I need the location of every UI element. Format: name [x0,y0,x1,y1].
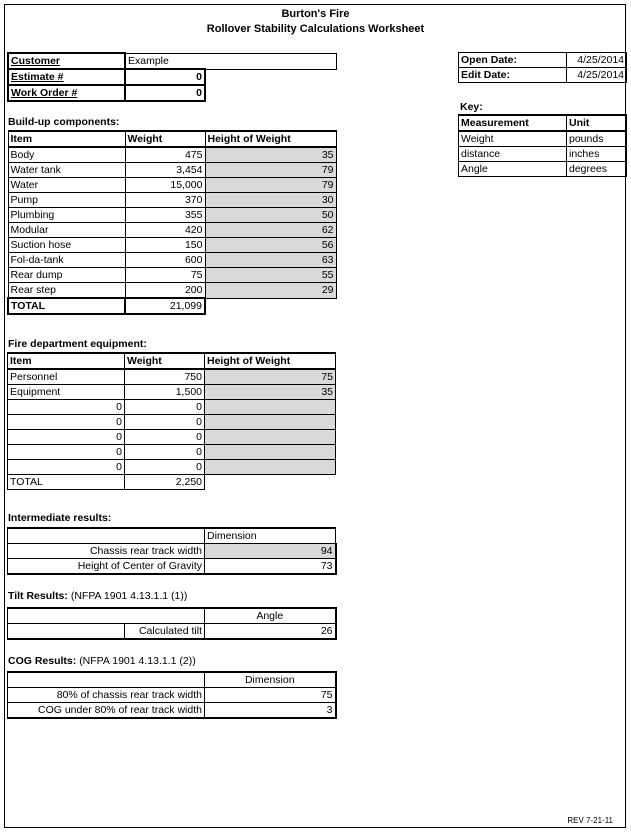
weight-cell[interactable]: 600 [125,253,205,268]
equipment-total-value: 2,250 [125,475,205,490]
weight-cell[interactable]: 1,500 [125,385,205,400]
worksheet-title: Rollover Stability Calculations Worksheet [206,23,425,35]
height-cell[interactable] [205,400,336,415]
table-row [8,430,336,445]
edit-date-label: Edit Date: [459,68,567,83]
item-cell[interactable]: 0 [8,445,125,460]
height-cell[interactable]: 50 [205,208,336,223]
key-measurement: Weight [459,131,567,147]
item-cell[interactable]: Water [8,178,125,193]
tilt-title [8,590,187,602]
height-cell[interactable]: 79 [205,178,336,193]
table-row [8,193,336,208]
key-col-unit: Unit [567,115,627,131]
edit-date-value[interactable]: 4/25/2014 [567,68,627,83]
height-cell[interactable] [205,415,336,430]
height-cell[interactable]: 56 [205,238,336,253]
table-row [8,415,336,430]
estimate-value[interactable]: 0 [125,69,205,85]
open-date-value[interactable]: 4/25/2014 [567,53,627,68]
table-row [8,178,336,193]
item-cell[interactable]: Equipment [8,385,125,400]
height-cell[interactable]: 63 [205,253,336,268]
cog-title [8,655,196,667]
customer-value[interactable]: Example [125,53,336,69]
customer-info-table [7,52,337,102]
weight-cell[interactable]: 370 [125,193,205,208]
item-cell[interactable]: Modular [8,223,125,238]
key-title: Key: [460,101,483,113]
weight-cell[interactable]: 150 [125,238,205,253]
item-cell[interactable]: Suction hose [8,238,125,253]
workorder-label: Work Order # [8,85,125,101]
open-date-label: Open Date: [459,53,567,68]
height-cell[interactable] [205,445,336,460]
item-cell[interactable]: Rear dump [8,268,125,283]
height-cell[interactable]: 29 [205,283,336,299]
height-cell[interactable]: 79 [205,163,336,178]
result-value: 73 [205,559,336,575]
table-row [8,703,336,719]
table-row [8,253,336,268]
estimate-label: Estimate # [8,69,125,85]
result-value[interactable]: 94 [205,544,336,559]
result-label: Chassis rear track width [8,544,205,559]
tilt-title-text: Tilt Results: [8,590,68,602]
result-label: 80% of chassis rear track width [8,688,205,703]
item-cell[interactable]: Body [8,147,125,163]
tilt-label: Calculated tilt [125,624,205,640]
table-row [459,131,627,147]
equipment-title: Fire department equipment: [8,338,147,350]
height-cell[interactable]: 62 [205,223,336,238]
key-unit: degrees [567,162,627,177]
height-cell[interactable] [205,460,336,475]
equipment-table [7,352,336,490]
buildup-total-label: TOTAL [8,298,125,314]
intermediate-table [7,527,337,575]
equipment-total-label: TOTAL [8,475,125,490]
item-cell[interactable]: Fol-da-tank [8,253,125,268]
table-row [8,385,336,400]
weight-cell[interactable]: 3,454 [125,163,205,178]
item-cell[interactable]: Rear step [8,283,125,299]
tilt-col-angle: Angle [205,608,336,624]
customer-label: Customer [8,53,125,69]
table-row [8,238,336,253]
table-row [459,162,627,177]
key-measurement: distance [459,147,567,162]
cog-title-text: COG Results: [8,655,77,667]
item-cell[interactable]: 0 [8,400,125,415]
tilt-ref: (NFPA 1901 4.13.1.1 (1)) [70,590,188,602]
equipment-col-item: Item [8,353,125,369]
table-row [8,688,336,703]
cog-col-dimension: Dimension [205,672,336,688]
item-cell[interactable]: Personnel [8,369,125,385]
buildup-col-item: Item [8,131,125,147]
key-unit: pounds [567,131,627,147]
equipment-col-weight: Weight [125,353,205,369]
weight-cell[interactable]: 475 [125,147,205,163]
item-cell[interactable]: 0 [8,415,125,430]
item-cell[interactable]: Water tank [8,163,125,178]
weight-cell[interactable]: 0 [125,460,205,475]
buildup-col-weight: Weight [125,131,205,147]
height-cell[interactable] [205,430,336,445]
table-row [8,400,336,415]
key-table [458,114,627,177]
key-measurement: Angle [459,162,567,177]
weight-cell[interactable]: 15,000 [125,178,205,193]
item-cell[interactable]: Plumbing [8,208,125,223]
key-col-measurement: Measurement [459,115,567,131]
company-name: Burton's Fire [281,8,350,20]
weight-cell[interactable]: 750 [125,369,205,385]
equipment-col-height: Height of Weight [205,353,336,369]
table-row [8,283,336,299]
item-cell[interactable]: 0 [8,460,125,475]
result-value: 3 [205,703,336,719]
weight-cell[interactable]: 355 [125,208,205,223]
weight-cell[interactable]: 0 [125,445,205,460]
intermediate-title: Intermediate results: [8,512,112,524]
table-row [8,223,336,238]
dates-table [458,52,627,83]
buildup-total-value: 21,099 [125,298,205,314]
table-row [8,208,336,223]
table-row [8,445,336,460]
weight-cell[interactable]: 0 [125,415,205,430]
table-row [8,268,336,283]
table-row [8,460,336,475]
item-cell[interactable]: Pump [8,193,125,208]
tilt-value: 26 [205,624,336,640]
table-row [8,163,336,178]
height-cell[interactable]: 35 [205,147,336,163]
weight-cell[interactable]: 0 [125,430,205,445]
key-unit: inches [567,147,627,162]
tilt-table [7,607,337,640]
item-cell[interactable]: 0 [8,430,125,445]
height-cell[interactable]: 35 [205,385,336,400]
buildup-title: Build-up components: [8,116,120,128]
weight-cell[interactable]: 0 [125,400,205,415]
buildup-table [7,130,337,315]
height-cell[interactable]: 30 [205,193,336,208]
table-row [8,369,336,385]
weight-cell[interactable]: 75 [125,268,205,283]
weight-cell[interactable]: 200 [125,283,205,299]
result-label: Height of Center of Gravity [8,559,205,575]
table-row [8,147,336,163]
height-cell[interactable]: 55 [205,268,336,283]
result-label: COG under 80% of rear track width [8,703,205,719]
buildup-col-height: Height of Weight [205,131,336,147]
intermediate-col-dimension: Dimension [205,528,336,544]
workorder-value[interactable]: 0 [125,85,205,101]
revision-label: REV 7-21-11 [567,816,613,825]
height-cell[interactable]: 75 [205,369,336,385]
table-row [8,544,336,559]
table-row [459,147,627,162]
cog-ref: (NFPA 1901 4.13.1.1 (2)) [79,655,196,667]
weight-cell[interactable]: 420 [125,223,205,238]
table-row [8,559,336,575]
cog-table [7,671,337,719]
result-value: 75 [205,688,336,703]
